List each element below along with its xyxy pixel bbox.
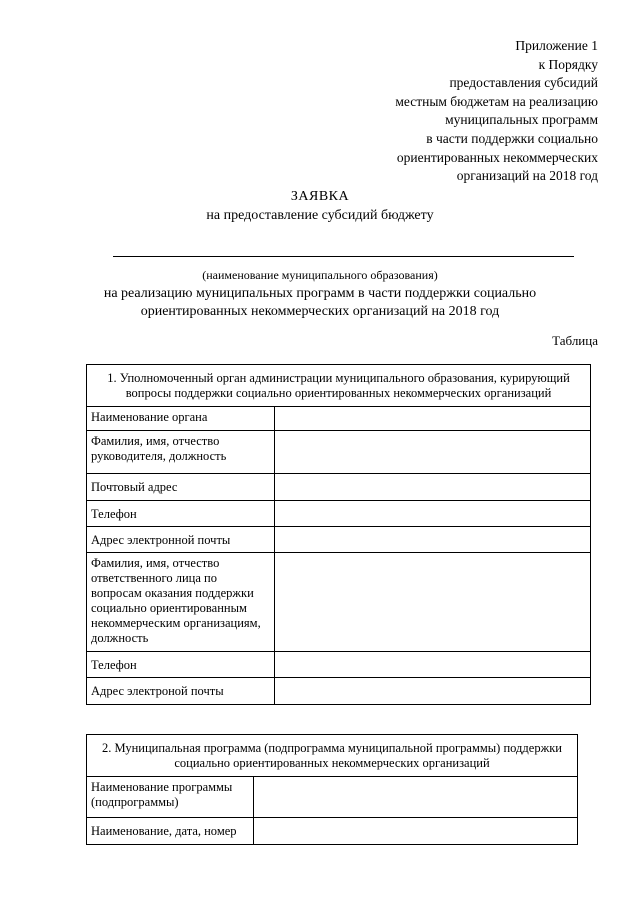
appendix-line: ориентированных некоммерческих <box>396 149 598 165</box>
row-label: Почтовый адрес <box>87 474 275 501</box>
purpose-text <box>0 285 640 321</box>
appendix-line: к Порядку <box>538 56 598 72</box>
table-row <box>87 431 591 474</box>
row-label: Наименование органа <box>87 407 275 431</box>
appendix-line: местным бюджетам на реализацию <box>395 93 598 109</box>
row-label: Наименование программы (подпрограммы) <box>87 777 254 818</box>
purpose-line-1: на реализацию муниципальных программ в части поддержки социально <box>103 286 537 301</box>
table-row <box>87 652 591 678</box>
row-label: Адрес электронной почты <box>87 527 275 553</box>
appendix-block <box>318 37 598 186</box>
value-cell[interactable] <box>254 777 578 818</box>
table-header: 2. Муниципальная программа (подпрограмма муниципальной программы) поддержки социально ориентированных некоммерческих организаций <box>87 735 578 777</box>
value-cell[interactable] <box>275 553 591 652</box>
authority-table <box>86 364 591 705</box>
table-row <box>87 777 578 818</box>
table-header-row <box>87 365 591 407</box>
table-row <box>87 818 578 845</box>
line-caption: (наименование муниципального образования) <box>202 268 438 282</box>
table-header: 1. Уполномоченный орган администрации муниципального образования, курирующий вопросы поддержки социально ориентированных некоммерческих организаций <box>87 365 591 407</box>
table-header-row <box>87 735 578 777</box>
program-table <box>86 734 578 845</box>
value-cell[interactable] <box>275 474 591 501</box>
appendix-line: Приложение 1 <box>515 38 598 53</box>
row-label: Наименование, дата, номер <box>87 818 254 845</box>
table-row <box>87 553 591 652</box>
appendix-line: в части поддержки социально <box>426 130 598 146</box>
fill-in-line[interactable] <box>113 256 574 257</box>
appendix-line: предоставления субсидий <box>449 75 598 91</box>
table-row <box>87 527 591 553</box>
table-row <box>87 678 591 705</box>
row-label: Адрес электроной почты <box>87 678 275 705</box>
document-title <box>0 187 640 225</box>
row-label: Фамилия, имя, отчество ответственного лица по вопросам оказания поддержки социально ориентированным некоммерческим организациям, должность <box>87 553 275 652</box>
table-row <box>87 501 591 527</box>
table-row <box>87 474 591 501</box>
value-cell[interactable] <box>275 527 591 553</box>
appendix-line: муниципальных программ <box>445 112 598 128</box>
purpose-line-2: ориентированных некоммерческих организаций на 2018 год <box>140 304 500 319</box>
value-cell[interactable] <box>275 678 591 705</box>
title-sub: на предоставление субсидий бюджету <box>206 208 434 223</box>
table-row <box>87 407 591 431</box>
title-main: ЗАЯВКА <box>290 189 350 204</box>
row-label: Телефон <box>87 652 275 678</box>
row-label: Фамилия, имя, отчество руководителя, должность <box>87 431 275 474</box>
table-label: Таблица <box>552 333 598 348</box>
value-cell[interactable] <box>275 652 591 678</box>
row-label: Телефон <box>87 501 275 527</box>
value-cell[interactable] <box>275 501 591 527</box>
appendix-line: организаций на 2018 год <box>456 168 598 184</box>
value-cell[interactable] <box>275 407 591 431</box>
value-cell[interactable] <box>254 818 578 845</box>
value-cell[interactable] <box>275 431 591 474</box>
